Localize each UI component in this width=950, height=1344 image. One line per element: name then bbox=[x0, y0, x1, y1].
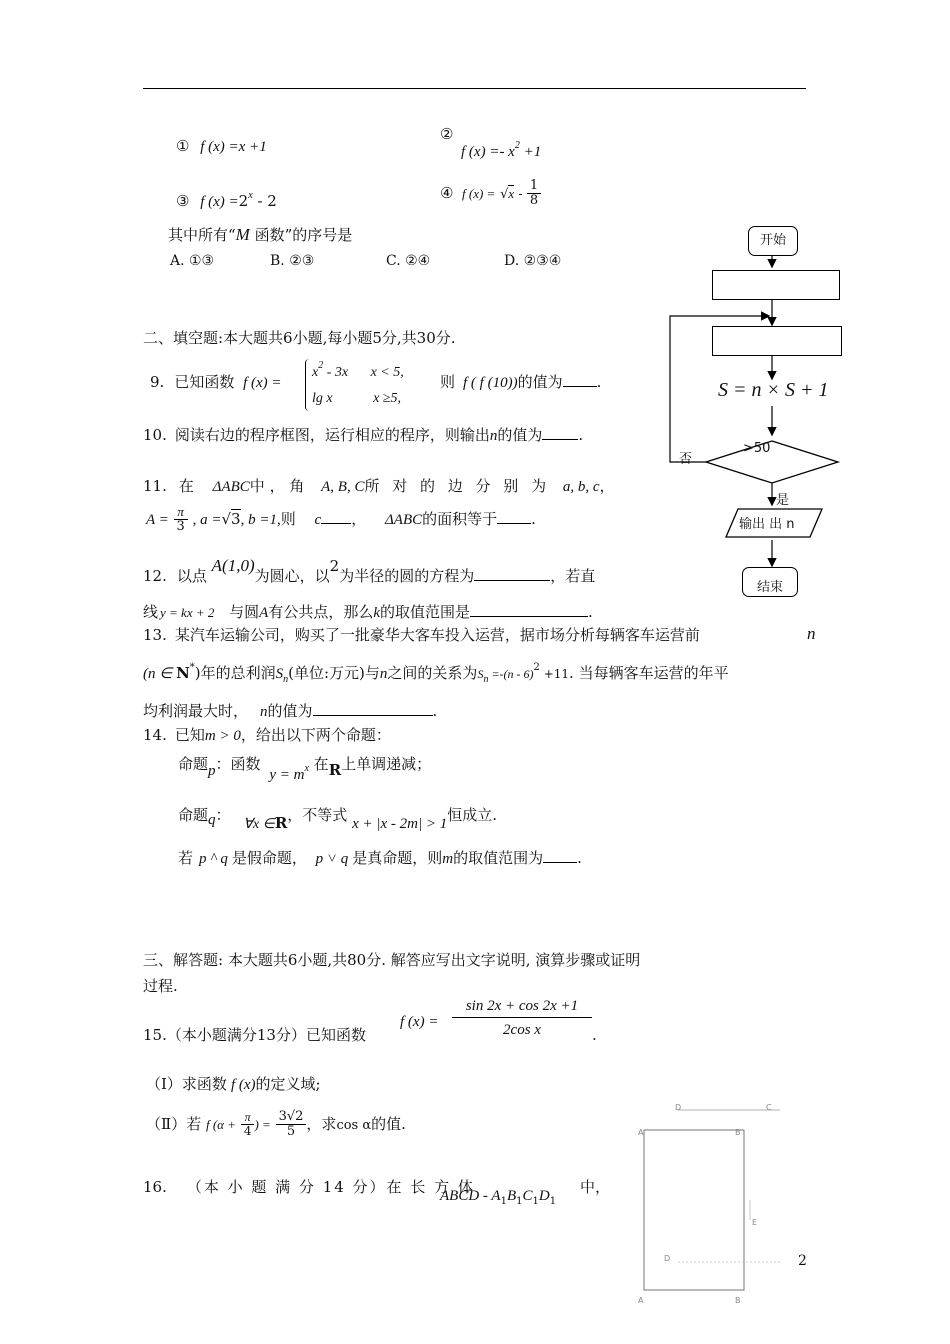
cuboid-sketch bbox=[630, 1100, 810, 1300]
q15-part-2: （Ⅱ）若 f (α + $\frac{\pi}{4}$ ) = $\frac{3√2}{5}$ ，求cos α的值. bbox=[146, 1109, 406, 1140]
cuboid-label-b: B bbox=[735, 1296, 741, 1305]
flowchart-yes-label: 是 bbox=[776, 493, 790, 508]
q9-case-1: $x^2 - 3x$ x < 5, bbox=[312, 360, 404, 380]
q8-choice-c: C. ②④ bbox=[386, 253, 431, 269]
q13-line-2: (n ∈ N*)年的总利润$S_n$(单位:万元)与n之间的关系为$S_n =-(n - 6)^2 +11$. 当每辆客车运营的年平 bbox=[143, 662, 729, 685]
flowchart-end: 结束 bbox=[742, 567, 798, 597]
q13-line-1: 13. 某汽车运输公司，购买了一批豪华大客车投入运营，据市场分析每辆客车运营前 bbox=[143, 626, 700, 644]
q15-fx: f (x) = bbox=[400, 1014, 439, 1030]
q8-option-4: f (x) = √x - $\frac{1}{8}$ bbox=[462, 179, 541, 209]
cuboid-label-a: A bbox=[638, 1296, 644, 1305]
cuboid-label-c1: C bbox=[766, 1103, 772, 1112]
section3-heading-2: 过程. bbox=[143, 977, 178, 995]
q8-option-2: f $(x) =- x^2 +1$ bbox=[461, 140, 542, 160]
q8-option-1: ① f (x) =x +1 bbox=[176, 137, 267, 155]
q8-option-3: ③ f $(x) =2^x - 2$ bbox=[176, 190, 277, 210]
q12-line-2: 线 y = kx + 2 与圆A有公共点，那么k的取值范围是 . bbox=[143, 603, 593, 621]
flowchart-init-box bbox=[712, 270, 840, 300]
q16-tail: 中， bbox=[580, 1178, 611, 1196]
cuboid-label-a1: A bbox=[638, 1128, 644, 1137]
flowchart-no-label: 否 bbox=[679, 452, 693, 467]
q16-solid: ABCD - $A_1B_1C_1D_1$ bbox=[440, 1188, 557, 1207]
q10: 10. 阅读右边的程序框图，运行相应的程序，则输出n的值为 . bbox=[143, 426, 584, 444]
q9-brace bbox=[305, 359, 309, 411]
q13-n: n bbox=[807, 624, 816, 643]
section2-heading: 二、填空题:本大题共6小题,每小题5分,共30分. bbox=[143, 329, 456, 347]
flowchart-update-box bbox=[712, 326, 842, 356]
header-rule bbox=[143, 88, 806, 89]
q14-proposition-q: 命题q： ∀x ∈R，不等式 x + |x - 2m| > 1恒成立. bbox=[178, 806, 497, 832]
flowchart-process-formula: S = n × S + 1 bbox=[718, 379, 829, 401]
q9: 9. 已知函数 f (x) = bbox=[150, 373, 282, 391]
q8-option-2-mark: ② bbox=[440, 125, 454, 143]
q8-choice-a: A. ①③ bbox=[170, 253, 215, 269]
q14-conclusion: 若 p ^ q 是假命题， p ˅ q 是真命题，则m的取值范围为 . bbox=[178, 849, 582, 867]
q16: 16. （本 小 题 满 分 14 分）在 长 方 体 bbox=[143, 1178, 475, 1196]
flowchart-decision-label: >50 bbox=[743, 441, 771, 456]
q8-option-4-mark: ④ bbox=[440, 184, 454, 202]
q14-proposition-p: 命题p：函数 $y = m^x$ 在R上单调递减； bbox=[178, 755, 432, 783]
q8-choice-b: B. ②③ bbox=[270, 253, 315, 269]
q14-line-1: 14. 已知m > 0，给出以下两个命题： bbox=[143, 726, 391, 744]
page-number: 2 bbox=[798, 1253, 807, 1269]
cuboid-label-d: D bbox=[664, 1254, 671, 1263]
q11-line-2: A = $\frac{\pi}{3}$ , a =√3, b =1,则 c ， ΔABC的面积等于 . bbox=[146, 504, 536, 535]
q9-tail: 则 f ( f (10))的值为 . bbox=[440, 373, 602, 391]
flowchart-output-label: 输出 出 n bbox=[739, 517, 795, 532]
q15-stem: 15.（本小题满分13分）已知函数 bbox=[143, 1026, 366, 1044]
q15-fraction: sin 2x + cos 2x +1 2cos x bbox=[452, 998, 592, 1039]
q11-line-1: 11. 在 ΔABC中 ， 角 A, B, C所 对 的 边 分 别 为 a, b, c， bbox=[143, 477, 615, 495]
q8-choice-d: D. ②③④ bbox=[504, 253, 562, 269]
q8-prompt: 其中所有“M 函数”的序号是 bbox=[168, 225, 353, 244]
q12-line-1: 12. 以点 A(1,0)为圆心，以2为半径的圆的方程为 ，若直 bbox=[143, 556, 596, 585]
section3-heading: 三、解答题: 本大题共6小题,共80分. 解答应写出文字说明, 演算步骤或证明 bbox=[143, 951, 641, 969]
q13-line-3: 均利润最大时， n的值为 . bbox=[143, 702, 438, 720]
cuboid-label-b1: B bbox=[735, 1128, 741, 1137]
cuboid-label-e: E bbox=[752, 1218, 758, 1227]
cuboid-label-d1: D bbox=[675, 1103, 682, 1112]
q15-end: . bbox=[592, 1026, 597, 1044]
q15-part-1: （Ⅰ）求函数 f (x)的定义域; bbox=[146, 1075, 321, 1093]
q9-case-2: lg x x ≥5, bbox=[312, 391, 401, 406]
flowchart-start: 开始 bbox=[748, 226, 798, 256]
